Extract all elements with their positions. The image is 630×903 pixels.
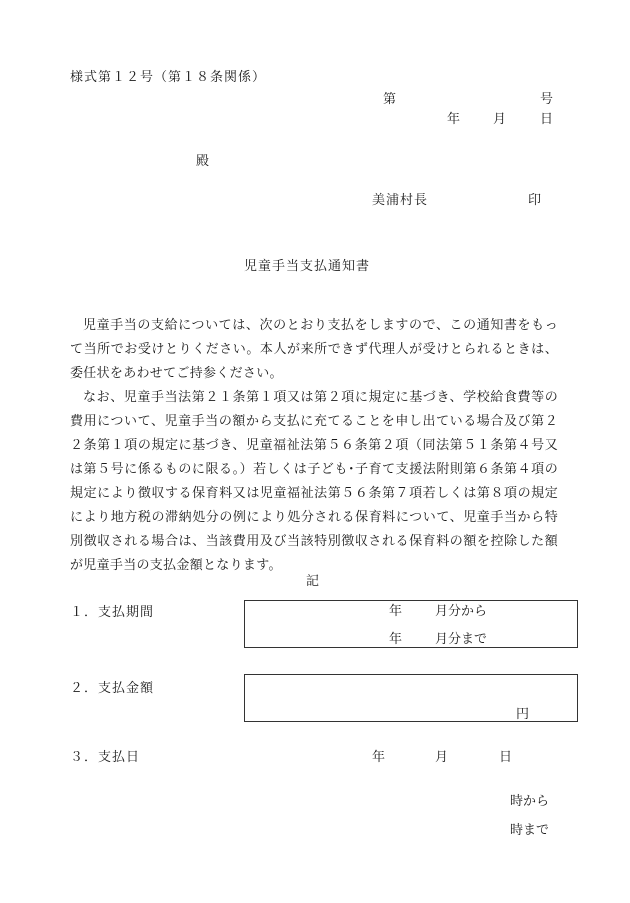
period-from-month: 月分から	[435, 604, 488, 619]
page-title: 児童手当支払通知書	[244, 259, 371, 274]
date-day-label: 日	[540, 112, 554, 127]
period-to-year: 年	[389, 632, 403, 647]
payday-month: 月	[435, 750, 449, 765]
body-paragraph-1: 児童手当の支給については、次のとおり支払をしますので、この通知書をもって当所でお受けとりください。本人が来所できず代理人が受けとられるときは、委任状をあわせてご持参ください。	[70, 318, 558, 381]
body-paragraph-2: なお、児童手当法第２１条第１項又は第２項に規定に基づき、学校給食費等の費用について、児童手当の額から支払に充てることを申し出ている場合及び第２２条第１項の規定に基づき、児童福祉法第５６条第２項（同法第５１条第４号又は第５号に係るものに限る。）若しくは子ども･子育て支援法附則第６条第４項の規定により徴収する保育料又は児童福祉法第５６条第７項若しくは第８項の規定により地方税の滞納処分の例により処分される保育料について、児童手当から特別徴収される場合は、当該費用及び当該特別徴収される保育料の額を控除した額が児童手当の支払金額となります。	[70, 390, 558, 573]
ki-label: 記	[306, 574, 320, 589]
date-month-label: 月	[493, 112, 507, 127]
time-to: 時まで	[510, 823, 550, 838]
doc-number-suffix: 号	[540, 92, 554, 107]
payday-day: 日	[499, 750, 513, 765]
issuer-name: 美浦村長	[372, 193, 429, 208]
seal-mark: 印	[528, 193, 542, 208]
payment-date-label: ３．支払日	[70, 750, 141, 765]
period-from-year: 年	[389, 604, 403, 619]
time-from: 時から	[510, 794, 550, 809]
date-year-label: 年	[447, 112, 461, 127]
payment-amount-label: ２．支払金額	[70, 681, 155, 696]
payday-year: 年	[372, 750, 386, 765]
addressee-suffix: 殿	[196, 154, 210, 169]
yen-unit: 円	[516, 707, 530, 722]
period-to-month: 月分まで	[435, 632, 488, 647]
doc-number-prefix: 第	[383, 92, 397, 107]
payment-period-box	[244, 600, 578, 648]
payment-period-label: １．支払期間	[70, 605, 155, 620]
form-number: 様式第１２号（第１８条関係）	[70, 70, 267, 85]
